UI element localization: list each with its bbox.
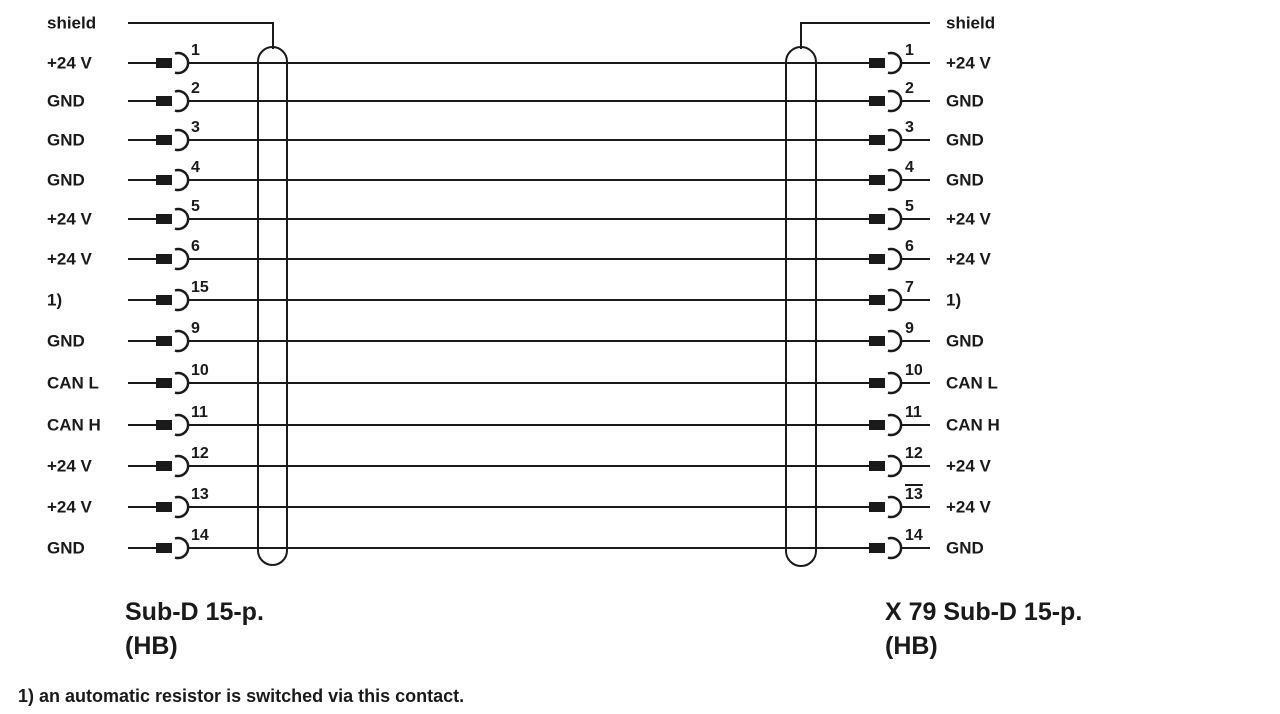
plug-contact-left xyxy=(156,295,172,305)
pin-number-right: 7 xyxy=(905,279,914,296)
socket-contact-left xyxy=(175,130,188,150)
signal-label-left: GND xyxy=(47,91,85,111)
signal-label-right: +24 V xyxy=(946,249,991,269)
signal-label-left: +24 V xyxy=(47,456,92,476)
plug-contact-right xyxy=(869,175,885,185)
socket-contact-left xyxy=(175,290,188,310)
plug-contact-right xyxy=(869,214,885,224)
signal-label-right: +24 V xyxy=(946,209,991,229)
socket-contact-right xyxy=(888,130,901,150)
pin-number-left: 11 xyxy=(191,404,208,421)
pin-number-left: 14 xyxy=(191,527,209,544)
signal-label-right: +24 V xyxy=(946,53,991,73)
socket-contact-right xyxy=(888,456,901,476)
pin-number-left: 5 xyxy=(191,198,200,215)
signal-label-right: GND xyxy=(946,130,984,150)
socket-contact-right xyxy=(888,331,901,351)
plug-contact-left xyxy=(156,378,172,388)
signal-label-right: GND xyxy=(946,331,984,351)
plug-contact-left xyxy=(156,461,172,471)
pin-number-right: 3 xyxy=(905,119,914,136)
socket-contact-right xyxy=(888,415,901,435)
shield-label-right: shield xyxy=(946,13,996,33)
plug-contact-right xyxy=(869,543,885,553)
socket-contact-left xyxy=(175,53,188,73)
socket-contact-right xyxy=(888,91,901,111)
socket-contact-left xyxy=(175,209,188,229)
signal-label-right: GND xyxy=(946,170,984,190)
socket-contact-right xyxy=(888,209,901,229)
plug-contact-left xyxy=(156,502,172,512)
plug-contact-left xyxy=(156,58,172,68)
pin-number-right: 9 xyxy=(905,320,914,337)
pin-number-right: 13 xyxy=(905,486,923,503)
pin-number-left: 13 xyxy=(191,486,209,503)
plug-contact-left xyxy=(156,175,172,185)
signal-label-left: +24 V xyxy=(47,53,92,73)
signal-label-left: 1) xyxy=(47,290,63,310)
signal-label-left: CAN H xyxy=(47,415,101,435)
connector-title-left: Sub-D 15-p. xyxy=(125,598,264,626)
socket-contact-right xyxy=(888,249,901,269)
connector-subtitle-right: (HB) xyxy=(885,632,938,660)
pin-number-right: 14 xyxy=(905,527,923,544)
signal-label-right: +24 V xyxy=(946,497,991,517)
pin-number-left: 12 xyxy=(191,445,209,462)
socket-contact-left xyxy=(175,538,188,558)
shield-label-left: shield xyxy=(47,13,97,33)
cable-shield-left xyxy=(258,47,287,565)
pin-number-right: 5 xyxy=(905,198,914,215)
socket-contact-left xyxy=(175,373,188,393)
pin-number-left: 15 xyxy=(191,279,209,296)
signal-label-left: +24 V xyxy=(47,209,92,229)
plug-contact-left xyxy=(156,543,172,553)
socket-contact-right xyxy=(888,290,901,310)
signal-label-left: CAN L xyxy=(47,373,99,393)
signal-label-right: CAN H xyxy=(946,415,1000,435)
shield-wire-left xyxy=(128,23,273,49)
pin-number-right: 1 xyxy=(905,42,914,59)
plug-contact-left xyxy=(156,254,172,264)
pin-number-left: 2 xyxy=(191,80,200,97)
plug-contact-left xyxy=(156,420,172,430)
signal-label-right: GND xyxy=(946,538,984,558)
pin-number-left: 6 xyxy=(191,238,200,255)
socket-contact-left xyxy=(175,331,188,351)
socket-contact-right xyxy=(888,53,901,73)
plug-contact-left xyxy=(156,336,172,346)
signal-label-left: +24 V xyxy=(47,497,92,517)
signal-label-left: GND xyxy=(47,170,85,190)
pin-number-right: 4 xyxy=(905,159,914,176)
pin-number-left: 10 xyxy=(191,362,209,379)
signal-label-right: GND xyxy=(946,91,984,111)
plug-contact-right xyxy=(869,461,885,471)
cable-shield-right xyxy=(786,47,816,566)
pin-number-left: 3 xyxy=(191,119,200,136)
pin-number-right: 2 xyxy=(905,80,914,97)
pin-number-left: 1 xyxy=(191,42,200,59)
socket-contact-right xyxy=(888,373,901,393)
socket-contact-right xyxy=(888,497,901,517)
plug-contact-left xyxy=(156,135,172,145)
signal-label-right: CAN L xyxy=(946,373,998,393)
plug-contact-left xyxy=(156,96,172,106)
pin-number-right: 11 xyxy=(905,404,922,421)
signal-label-right: +24 V xyxy=(946,456,991,476)
socket-contact-left xyxy=(175,170,188,190)
footnote: 1) an automatic resistor is switched via this contact. xyxy=(18,686,465,706)
socket-contact-left xyxy=(175,456,188,476)
socket-contact-right xyxy=(888,170,901,190)
plug-contact-left xyxy=(156,214,172,224)
signal-label-left: GND xyxy=(47,331,85,351)
plug-contact-right xyxy=(869,420,885,430)
plug-contact-right xyxy=(869,336,885,346)
socket-contact-left xyxy=(175,91,188,111)
signal-label-right: 1) xyxy=(946,290,962,310)
connector-title-right: X 79 Sub-D 15-p. xyxy=(885,598,1083,626)
socket-contact-left xyxy=(175,497,188,517)
plug-contact-right xyxy=(869,378,885,388)
plug-contact-right xyxy=(869,502,885,512)
plug-contact-right xyxy=(869,295,885,305)
connector-subtitle-left: (HB) xyxy=(125,632,178,660)
signal-label-left: +24 V xyxy=(47,249,92,269)
signal-label-left: GND xyxy=(47,538,85,558)
pin-number-left: 4 xyxy=(191,159,200,176)
plug-contact-right xyxy=(869,135,885,145)
pin-number-right: 10 xyxy=(905,362,923,379)
plug-contact-right xyxy=(869,254,885,264)
plug-contact-right xyxy=(869,58,885,68)
pin-number-left: 9 xyxy=(191,320,200,337)
plug-contact-right xyxy=(869,96,885,106)
socket-contact-left xyxy=(175,415,188,435)
pin-number-right: 12 xyxy=(905,445,923,462)
signal-label-left: GND xyxy=(47,130,85,150)
pin-number-right: 6 xyxy=(905,238,914,255)
socket-contact-right xyxy=(888,538,901,558)
socket-contact-left xyxy=(175,249,188,269)
